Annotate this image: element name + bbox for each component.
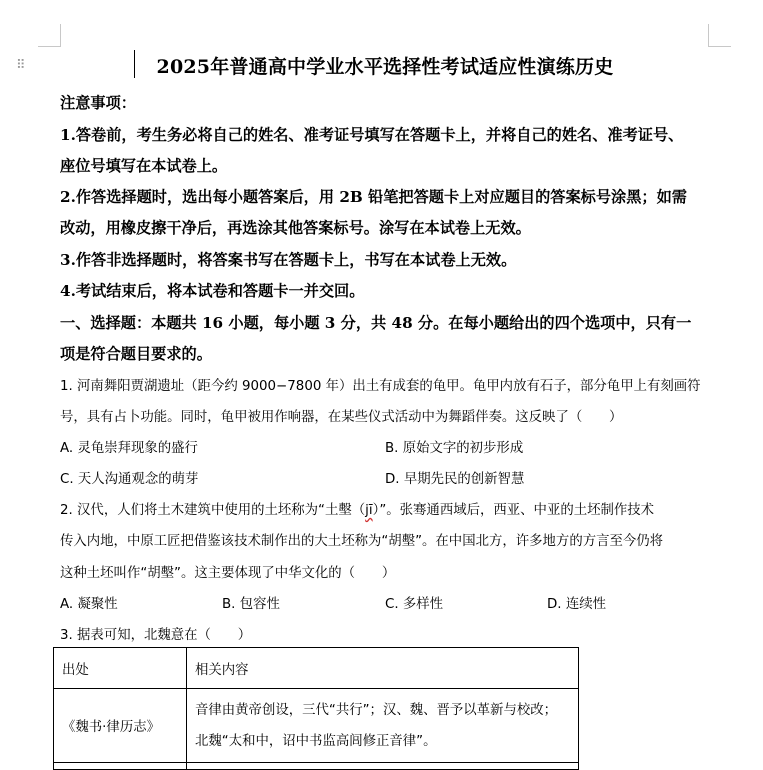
crop-mark-top-right [708, 24, 731, 47]
question-1-text: 号，具有占卜功能。同时，龟甲被用作响器，在某些仪式活动中为舞蹈伴奏。这反映了（ ） [60, 410, 623, 425]
q1-option-d: D. 早期先民的创新智慧 [385, 472, 525, 487]
table-row [54, 689, 579, 763]
table-header-row [54, 648, 579, 689]
question-1-text: 1. 河南舞阳贾湖遗址（距今约 9000−7800 年）出土有成套的龟甲。龟甲内放有石子，部分龟甲上有刻画符 [60, 379, 701, 394]
table-cell-empty [54, 763, 187, 770]
table-header-cell: 相关内容 [187, 648, 579, 689]
notice-line: 4.考试结束后，将本试卷和答题卡一并交回。 [60, 282, 365, 300]
question-2-text: 这种土坯叫作“胡墼”。这主要体现了中华文化的（ ） [60, 566, 396, 581]
question-3-text: 3. 据表可知，北魏意在（ ） [60, 628, 252, 643]
q1-option-b: B. 原始文字的初步形成 [385, 441, 524, 456]
q2-option-d: D. 连续性 [547, 597, 606, 612]
notice-line: 改动，用橡皮擦干净后，再选涂其他答案标号。涂写在本试卷上无效。 [60, 219, 531, 237]
table-header-cell: 出处 [54, 648, 187, 689]
table-cell-line: 北魏“太和中，诏中书监高闾修正音律”。 [195, 733, 437, 749]
notice-line: 3.作答非选择题时，将答案书写在答题卡上，书写在本试卷上无效。 [60, 251, 517, 269]
section-heading: 一、选择题：本题共 16 小题，每小题 3 分，共 48 分。在每小题给出的四个选项中，只有一 [60, 314, 692, 332]
table-cell-source: 《魏书·律历志》 [54, 689, 187, 763]
question-2-text: 传入内地，中原工匠把借鉴该技术制作出的大土坯称为“胡墼”。在中国北方，许多地方的方言至今仍将 [60, 534, 664, 549]
source-table [53, 647, 579, 770]
notice-line: 1.答卷前，考生务必将自己的姓名、准考证号填写在答题卡上，并将自己的姓名、准考证号、 [60, 126, 684, 144]
table-cell-line: 音律由黄帝创设，三代“共行”；汉、魏、晋予以革新与校改； [195, 702, 558, 718]
q2-option-b: B. 包容性 [222, 597, 280, 612]
q1-option-a: A. 灵龟崇拜现象的盛行 [60, 441, 198, 456]
q2-pinyin: jī [365, 503, 373, 518]
table-row-partial [54, 763, 579, 770]
drag-handle-icon[interactable]: ⠿ [16, 58, 24, 73]
question-2-text [60, 499, 654, 518]
document-title: 2025年普通高中学业水平选择性考试适应性演练历史 [156, 56, 614, 78]
notice-heading: 注意事项： [60, 94, 136, 112]
table-cell-content [187, 689, 579, 763]
q2-option-c: C. 多样性 [385, 597, 444, 612]
q1-option-c: C. 天人沟通观念的萌芽 [60, 472, 199, 487]
q2-option-a: A. 凝聚性 [60, 597, 118, 612]
notice-line: 座位号填写在本试卷上。 [60, 157, 228, 175]
notice-line: 2.作答选择题时，选出每小题答案后，用 2B 铅笔把答题卡上对应题目的答案标号涂黑；如需 [60, 188, 687, 206]
crop-mark-top-left [38, 24, 61, 47]
table-cell-empty [187, 763, 579, 770]
q2-text-part: 2. 汉代，人们将土木建筑中使用的土坯称为“土墼（ [60, 503, 366, 518]
q2-text-part: ）”。张骞通西域后，西亚、中亚的土坯制作技术 [372, 503, 655, 518]
section-heading-cont: 项是符合题目要求的。 [60, 345, 212, 363]
